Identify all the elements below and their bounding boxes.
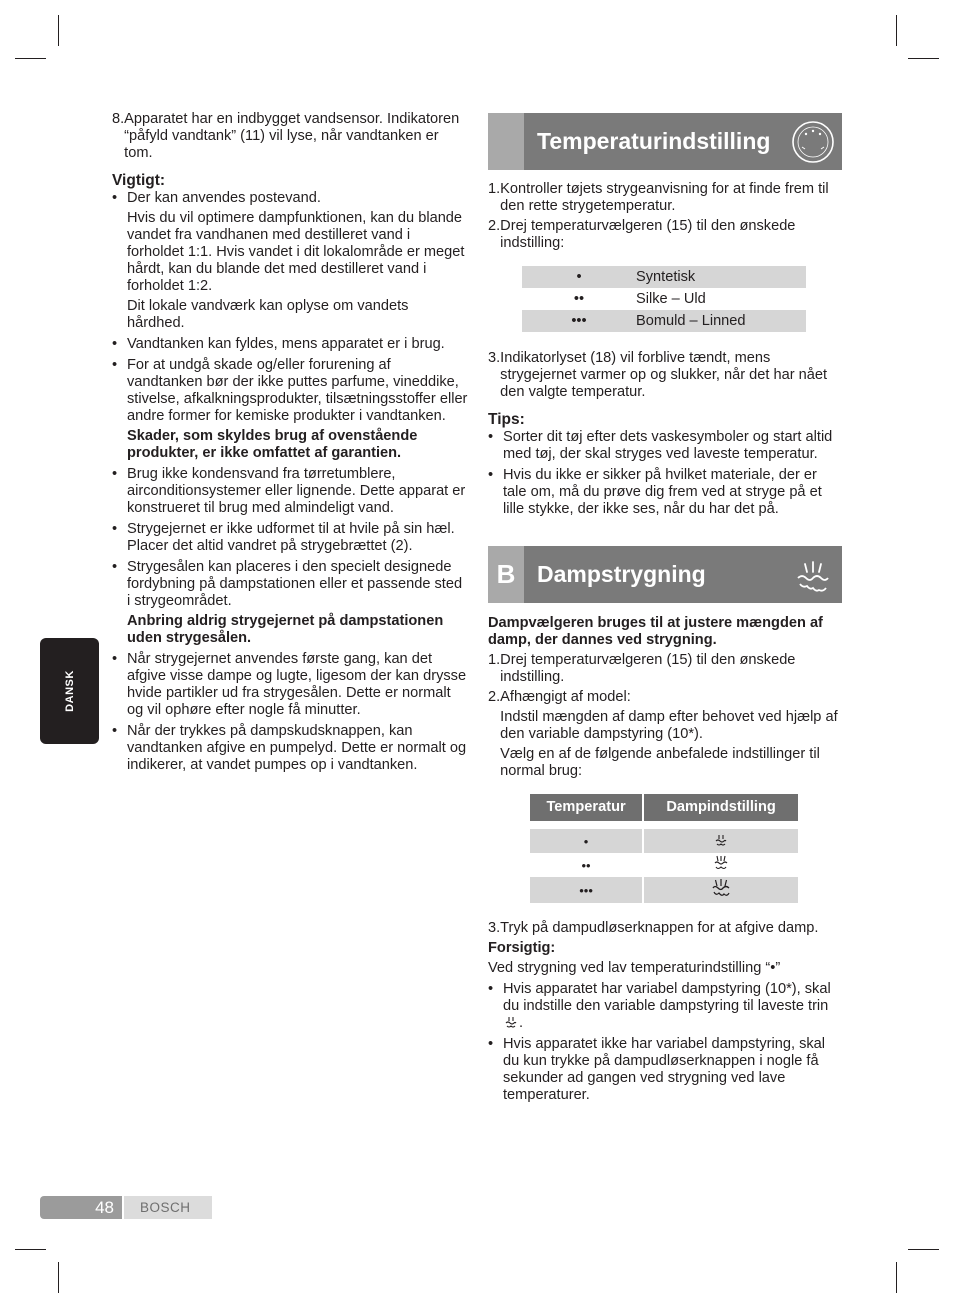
bullet-item [112, 466, 468, 517]
bullet-para-end: . [519, 1015, 524, 1031]
crop-mark [58, 15, 59, 46]
bullet-para: Strygesålen kan placeres i den specielt designede fordybning på dampstationen eller et passende sted i strygeområdet. [127, 559, 463, 609]
item-text: Indikatorlyset (18) vil forblive tændt, mens strygejernet varmer op og slukker, når det har nået den valgte temperatur. [500, 350, 828, 400]
table-cell-dots: •• [581, 857, 591, 873]
item-number: 3. [488, 350, 501, 366]
page-number: 48 [40, 1196, 122, 1219]
item-text: Drej temperaturvælgeren (15) til den ønskede indstilling. [500, 652, 796, 685]
bullet-text [127, 559, 468, 647]
crop-mark [15, 1249, 46, 1250]
bullet-item [112, 651, 468, 719]
item-number: 2. [488, 689, 501, 705]
bullet-item [488, 1036, 842, 1104]
bullet-para: Hvis apparatet har variabel dampstyring (10*), skal du indstille den variable dampstyring til laveste trin [503, 981, 831, 1014]
bullet-mark: • [112, 190, 118, 206]
temperature-dial-icon [790, 119, 836, 165]
table-row [522, 266, 806, 288]
bullet-para: Hvis du vil optimere dampfunktionen, kan du blande vandet fra vandhanen med destilleret vand i forholdet 1:1. Hvis vandet i dit lokalområde er meget hårdt, kan du blande det med destilleret vand i forholdet 1:2. [127, 210, 465, 294]
bullet-item [112, 723, 468, 774]
table-row [530, 853, 798, 877]
bullet-item [112, 559, 468, 647]
table-cell-dots: ••• [522, 310, 636, 332]
bullet-mark: • [112, 559, 118, 575]
item-number: 1. [488, 652, 501, 668]
crop-mark [908, 1249, 939, 1250]
table-spacer [530, 821, 798, 829]
list-item [112, 111, 468, 162]
table-cell-steam [644, 853, 798, 877]
item-number: 1. [488, 181, 501, 197]
bullet-mark: • [112, 357, 118, 373]
forsigtig-text: Ved strygning ved lav temperaturindstilling “•” [488, 960, 781, 976]
item-text: Tryk på dampudløserknappen for at afgive damp. [500, 920, 819, 936]
item-para: Indstil mængden af damp efter behovet ved hjælp af den variable dampstyring (10*). [500, 709, 838, 742]
list-item [488, 920, 842, 937]
bullet-mark: • [112, 651, 118, 667]
crop-mark [896, 15, 897, 46]
language-tab [40, 638, 99, 744]
table-header-row [530, 794, 798, 821]
steam-level-1-icon [503, 1016, 519, 1028]
crop-mark [15, 58, 46, 59]
bullet-mark: • [488, 467, 494, 483]
column-header: Dampindstilling [644, 794, 798, 821]
section-header-steam [488, 546, 842, 603]
bullet-mark: • [112, 723, 118, 739]
section-title: Dampstrygning [537, 561, 706, 587]
bullet-text: Brug ikke kondensvand fra tørretumblere, airconditionsystemer eller lignende. Dette apparat er konstrueret til brug med almindeligt vand. [127, 466, 466, 516]
left-column [112, 111, 468, 774]
bullet-item [112, 521, 468, 555]
item-para: Afhængigt af model: [500, 689, 631, 705]
bullet-item [488, 981, 842, 1032]
table-cell-dots: • [530, 829, 642, 853]
item-text: Drej temperaturvælgeren (15) til den ønskede indstilling: [500, 218, 796, 251]
item-number: 2. [488, 218, 501, 234]
language-tab-label: DANSK [63, 670, 76, 712]
section-tab-letter: B [488, 546, 524, 603]
item-number: 3. [488, 920, 501, 936]
bullet-item [488, 467, 842, 518]
bullet-text: Sorter dit tøj efter dets vaskesymboler og start altid med tøj, der skal stryges ved laveste temperatur. [503, 429, 833, 462]
list-item [488, 350, 842, 401]
table-row [530, 829, 798, 853]
page-footer [40, 1196, 212, 1219]
bullet-text [127, 190, 468, 332]
bullet-mark: • [488, 981, 494, 997]
bullet-warning: Skader, som skyldes brug af ovenstående produkter, er ikke omfattet af garantien. [127, 428, 418, 461]
bullet-item [112, 336, 468, 353]
bullet-mark: • [112, 466, 118, 482]
item-para: Vælg en af de følgende anbefalede indstillinger til normal brug: [500, 746, 820, 779]
bullet-para: Der kan anvendes postevand. [127, 190, 321, 206]
right-column [488, 113, 842, 1104]
bullet-text: Vandtanken kan fyldes, mens apparatet er i brug. [127, 336, 445, 352]
steam-level-3-icon [711, 878, 731, 898]
list-item [488, 218, 842, 252]
steam-level-1-icon [714, 834, 728, 846]
bullet-para: Dit lokale vandværk kan oplyse om vandets hårdhed. [127, 298, 409, 331]
crop-mark [58, 1262, 59, 1293]
bullet-text: Hvis apparatet ikke har variabel dampstyring, skal du kun trykke på dampudløserknappen i nogle få sekunder ad gangen ved strygning ved lave temperaturer. [503, 1036, 826, 1103]
list-item [488, 652, 842, 686]
steam-icon [790, 552, 836, 598]
crop-mark [908, 58, 939, 59]
bullet-item [112, 357, 468, 462]
item-text: Apparatet har en indbygget vandsensor. Indikatoren “påfyld vandtank” (11) vil lyse, når vandtanken er tom. [124, 111, 460, 161]
item-text [500, 689, 842, 780]
item-number: 8. [112, 111, 125, 127]
brand-label: BOSCH [124, 1196, 212, 1219]
bullet-item [488, 429, 842, 463]
bullet-text: Hvis du ikke er sikker på hvilket materiale, der er tale om, må du prøve dig frem ved at stryge på et lille stykke, der ikke ses, når du har det på. [503, 467, 822, 517]
bullet-text [127, 357, 468, 462]
table-cell-steam [644, 877, 798, 903]
list-item [488, 689, 842, 780]
section-title: Temperaturindstilling [537, 128, 771, 154]
list-item [488, 181, 842, 215]
table-row [522, 310, 806, 332]
table-cell-label: Syntetisk [636, 266, 806, 288]
section-header-temperature [488, 113, 842, 170]
bullet-text [503, 981, 842, 1032]
bullet-mark: • [112, 521, 118, 537]
section-tab [488, 113, 524, 170]
column-header: Temperatur [530, 794, 642, 821]
table-cell-dots: •• [573, 290, 585, 307]
table-cell-dots: • [522, 266, 636, 288]
table-cell-label: Bomuld – Linned [636, 310, 806, 332]
steam-intro: Dampvælgeren bruges til at justere mængden af damp, der dannes ved strygning. [488, 615, 823, 648]
bullet-text: Når der trykkes på dampskudsknappen, kan vandtanken afgive en pumpelyd. Dette er normalt og indikerer, at vandet pumpes op i vandtanken. [127, 723, 467, 773]
bullet-mark: • [488, 429, 494, 445]
tips-heading: Tips: [488, 411, 525, 428]
crop-mark [896, 1262, 897, 1293]
table-row [530, 877, 798, 903]
forsigtig-heading: Forsigtig: [488, 940, 556, 956]
table-cell-steam [644, 829, 798, 853]
bullet-para: For at undgå skade og/eller forurening af vandtanken bør der ikke puttes parfume, vineddike, stivelse, afkalkningsprodukter, tilsætningsstoffer eller andre former for kemiske produkter i vandtanken. [127, 357, 468, 424]
bullet-mark: • [112, 336, 118, 352]
table-cell-label: Silke – Uld [636, 290, 706, 307]
vigtigt-heading: Vigtigt: [112, 172, 166, 189]
bullet-text: Når strygejernet anvendes første gang, kan det afgive visse dampe og lugte, ligesom der kan drysse hvide partikler ud fra strygesålen. Dette er normalt og vil ophøre efter nogle få minutter. [127, 651, 467, 718]
table-cell-dots: ••• [530, 877, 642, 903]
steam-level-2-icon [713, 855, 729, 871]
bullet-text: Strygejernet er ikke udformet til at hvile på sin hæl. Placer det altid vandret på strygebrættet (2). [127, 521, 455, 554]
temperature-table [522, 266, 806, 332]
steam-table [528, 794, 800, 903]
item-text: Kontroller tøjets strygeanvisning for at finde frem til den rette strygetemperatur. [500, 181, 829, 214]
bullet-item [112, 190, 468, 332]
table-row [522, 288, 806, 310]
bullet-mark: • [488, 1036, 494, 1052]
bullet-warning: Anbring aldrig strygejernet på dampstationen uden strygesålen. [127, 613, 444, 646]
